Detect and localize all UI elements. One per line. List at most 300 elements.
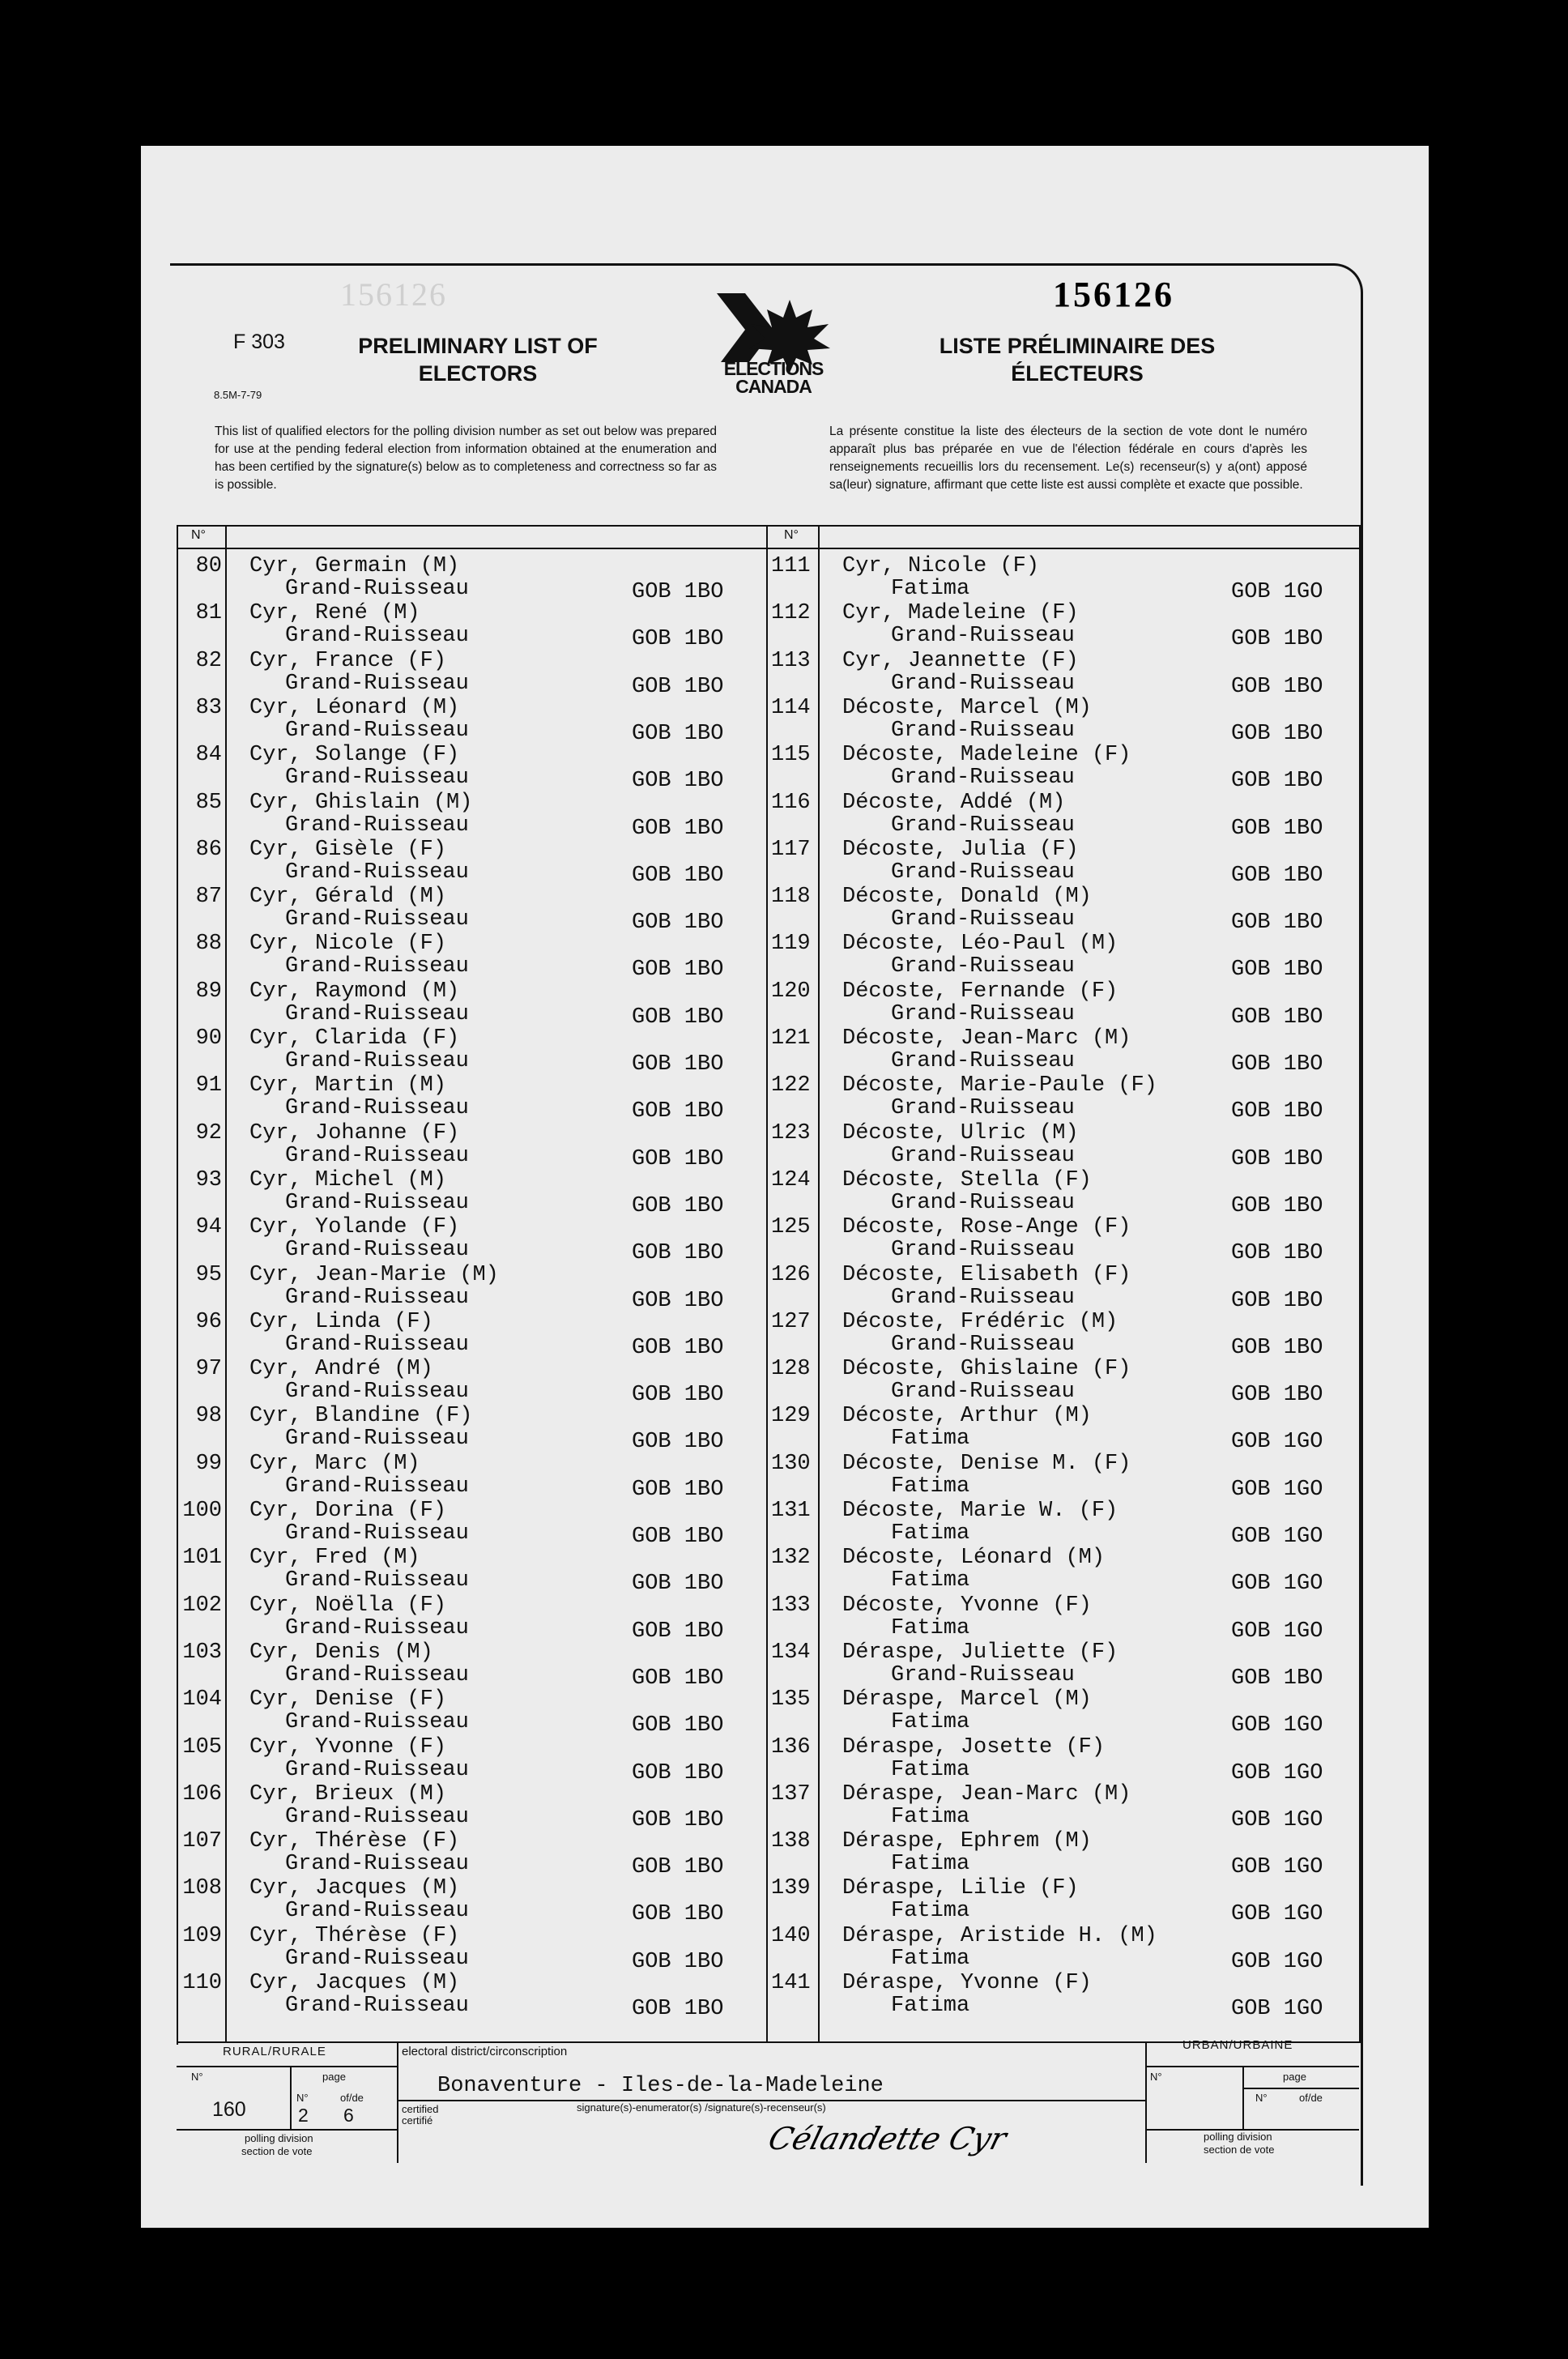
elector-postal-code: GOB 1BO (632, 816, 724, 841)
elector-name: Cyr, Léonard (M) (249, 695, 460, 720)
elector-number: 94 (195, 1215, 222, 1240)
elector-place: Grand-Ruisseau (285, 1049, 469, 1073)
elector-place: Grand-Ruisseau (285, 1615, 469, 1640)
elector-postal-code: GOB 1BO (632, 1949, 724, 1974)
table-row (178, 932, 724, 983)
table-row (771, 1451, 1403, 1502)
elector-postal-code: GOB 1BO (632, 1477, 724, 1502)
elector-number: 120 (771, 979, 811, 1004)
table-row (178, 1499, 724, 1549)
urban-section-de-vote-label: section de vote (1204, 2144, 1275, 2156)
rural-number-divider (290, 2066, 292, 2129)
elector-postal-code: GOB 1GO (1231, 1902, 1323, 1927)
elector-place: Grand-Ruisseau (891, 860, 1075, 885)
elector-name: Cyr, Ghislain (M) (249, 790, 473, 815)
elector-place: Grand-Ruisseau (285, 1994, 469, 2018)
urban-page-divider (1242, 2088, 1359, 2089)
elector-place: Fatima (891, 1615, 970, 1640)
elector-place: Grand-Ruisseau (891, 1662, 1075, 1687)
elector-postal-code: GOB 1BO (1231, 863, 1323, 888)
table-row (771, 1026, 1403, 1077)
elector-postal-code: GOB 1BO (632, 627, 724, 652)
elector-place: Grand-Ruisseau (285, 1143, 469, 1168)
elector-postal-code: GOB 1BO (1231, 1666, 1323, 1691)
elector-place: Fatima (891, 1521, 970, 1546)
elector-place: Grand-Ruisseau (285, 1710, 469, 1735)
elector-number: 127 (771, 1309, 811, 1334)
elector-number: 110 (182, 1971, 222, 1995)
table-row (771, 1593, 1403, 1644)
table-row (178, 1687, 724, 1738)
elector-number: 138 (771, 1829, 811, 1854)
elector-name: Cyr, Yolande (F) (249, 1215, 460, 1240)
elector-place: Grand-Ruisseau (891, 671, 1075, 696)
table-row (771, 1781, 1403, 1832)
elector-number: 133 (771, 1593, 811, 1618)
polling-division-label: polling division (245, 2132, 313, 2144)
table-row (771, 648, 1403, 699)
title-english: PRELIMINARY LIST OF ELECTORS (358, 334, 598, 386)
elector-name: Cyr, Nicole (F) (842, 554, 1040, 578)
table-row (178, 1404, 724, 1455)
elector-name: Décoste, Ulric (M) (842, 1120, 1079, 1145)
form-number: F 303 (233, 331, 285, 353)
elector-place: Grand-Ruisseau (285, 1568, 469, 1593)
table-row (178, 601, 724, 652)
elector-postal-code: GOB 1BO (1231, 1241, 1323, 1266)
elector-name: Décoste, Addé (M) (842, 790, 1066, 815)
elector-number: 84 (195, 743, 222, 768)
elector-number: 83 (195, 695, 222, 720)
elector-number: 123 (771, 1120, 811, 1145)
section-de-vote-label: section de vote (241, 2145, 313, 2157)
elector-number: 85 (195, 790, 222, 815)
elector-postal-code: GOB 1GO (1231, 1807, 1323, 1832)
elector-number: 139 (771, 1876, 811, 1901)
elector-name: Déraspe, Juliette (F) (842, 1640, 1118, 1665)
elector-name: Cyr, Jacques (M) (249, 1876, 460, 1901)
elector-number: 137 (771, 1781, 811, 1807)
elector-postal-code: GOB 1BO (632, 1572, 724, 1597)
table-row (771, 932, 1403, 983)
footer-left-divider (397, 2041, 398, 2163)
table-row (771, 601, 1403, 652)
rural-label: RURAL/RURALE (223, 2045, 326, 2058)
elector-place: Fatima (891, 1899, 970, 1924)
table-row (178, 1640, 724, 1691)
elector-postal-code: GOB 1BO (1231, 1335, 1323, 1360)
elector-number: 104 (182, 1687, 222, 1713)
elector-name: Cyr, Brieux (M) (249, 1781, 447, 1807)
elector-number: 100 (182, 1499, 222, 1523)
table-row (178, 837, 724, 888)
elector-postal-code: GOB 1GO (1231, 1855, 1323, 1880)
elector-postal-code: GOB 1BO (1231, 1193, 1323, 1218)
table-row (178, 885, 724, 936)
elector-postal-code: GOB 1BO (632, 1146, 724, 1171)
elector-name: Décoste, Jean-Marc (M) (842, 1026, 1131, 1051)
elector-name: Cyr, Germain (M) (249, 554, 460, 578)
elector-number: 87 (195, 885, 222, 910)
elector-number: 131 (771, 1499, 811, 1523)
elector-name: Cyr, Jacques (M) (249, 1971, 460, 1995)
elector-place: Grand-Ruisseau (285, 766, 469, 791)
elector-name: Décoste, Marie W. (F) (842, 1499, 1118, 1523)
elector-name: Cyr, Thérèse (F) (249, 1923, 460, 1948)
elector-place: Grand-Ruisseau (285, 1285, 469, 1310)
elector-number: 119 (771, 932, 811, 957)
elector-number: 140 (771, 1923, 811, 1948)
elector-place: Fatima (891, 1474, 970, 1499)
elections-canada-logo (701, 285, 846, 399)
elector-name: Cyr, France (F) (249, 648, 447, 673)
elector-name: Cyr, Jean-Marie (M) (249, 1262, 499, 1287)
elector-number: 98 (195, 1404, 222, 1429)
elector-postal-code: GOB 1BO (1231, 674, 1323, 699)
elector-place: Grand-Ruisseau (891, 1049, 1075, 1073)
elector-place: Grand-Ruisseau (891, 766, 1075, 791)
elector-number: 97 (195, 1357, 222, 1382)
elector-number: 121 (771, 1026, 811, 1051)
elector-postal-code: GOB 1BO (632, 1855, 724, 1880)
elector-number: 105 (182, 1734, 222, 1760)
elector-name: Cyr, Raymond (M) (249, 979, 460, 1004)
elector-place: Grand-Ruisseau (891, 1380, 1075, 1405)
table-row (771, 1404, 1403, 1455)
elector-number: 115 (771, 743, 811, 768)
elector-name: Cyr, Denise (F) (249, 1687, 447, 1713)
elector-number: 128 (771, 1357, 811, 1382)
elector-postal-code: GOB 1BO (632, 1335, 724, 1360)
elector-postal-code: GOB 1BO (632, 1525, 724, 1549)
serial-number: 156126 (1053, 275, 1174, 314)
elector-place: Grand-Ruisseau (285, 1899, 469, 1924)
table-row (178, 1781, 724, 1832)
elector-name: Décoste, Rose-Ange (F) (842, 1215, 1131, 1240)
elector-number: 93 (195, 1167, 222, 1192)
table-row (178, 554, 724, 604)
elector-name: Décoste, Marie-Paule (F) (842, 1073, 1157, 1098)
rural-label-line (177, 2066, 397, 2067)
elector-place: Grand-Ruisseau (285, 1427, 469, 1452)
elector-place: Grand-Ruisseau (891, 1096, 1075, 1121)
elector-name: Décoste, Ghislaine (F) (842, 1357, 1131, 1382)
elector-place: Fatima (891, 1946, 970, 1971)
urban-no-label: N° (1150, 2071, 1162, 2083)
rural-page-label: page (322, 2071, 346, 2083)
elector-number: 107 (182, 1829, 222, 1854)
table-row (771, 695, 1403, 746)
table-row (178, 1593, 724, 1644)
elector-postal-code: GOB 1BO (1231, 1099, 1323, 1124)
elector-name: Cyr, Thérèse (F) (249, 1829, 460, 1854)
elector-place: Fatima (891, 1427, 970, 1452)
elector-number: 102 (182, 1593, 222, 1618)
urban-number-divider (1242, 2066, 1244, 2129)
elector-postal-code: GOB 1BO (1231, 1052, 1323, 1077)
elector-name: Déraspe, Yvonne (F) (842, 1971, 1092, 1995)
elector-name: Cyr, Marc (M) (249, 1451, 420, 1476)
table-row (178, 1167, 724, 1218)
intro-paragraph-english: This list of qualified electors for the polling division number as set out below was prepared for use at the pending federal election from information obtained at the enumeration and has been certified by the signature(s) below as to completeness and correctness so far as is possible. (215, 424, 717, 492)
elector-place: Fatima (891, 1568, 970, 1593)
electoral-district-label: electoral district/circonscription (402, 2045, 568, 2058)
elector-place: Grand-Ruisseau (285, 1474, 469, 1499)
elector-name: Cyr, Madeleine (F) (842, 601, 1079, 626)
elector-postal-code: GOB 1GO (1231, 1760, 1323, 1785)
table-row (771, 837, 1403, 888)
elector-number: 88 (195, 932, 222, 957)
table-row (771, 1357, 1403, 1408)
elector-number: 125 (771, 1215, 811, 1240)
logo-text-canada: CANADA (735, 376, 812, 397)
elector-postal-code: GOB 1BO (1231, 1005, 1323, 1030)
elector-place: Grand-Ruisseau (285, 624, 469, 649)
rural-bottom-line (177, 2129, 397, 2131)
elector-name: Déraspe, Aristide H. (M) (842, 1923, 1157, 1948)
page-number: 2 (298, 2105, 309, 2126)
column-divider (766, 525, 768, 2043)
elector-name: Cyr, Gérald (M) (249, 885, 447, 910)
elector-place: Grand-Ruisseau (891, 1238, 1075, 1263)
table-row (771, 1687, 1403, 1738)
table-row (771, 1829, 1403, 1880)
page-no-label: N° (296, 2092, 309, 2104)
elector-place: Grand-Ruisseau (285, 1001, 469, 1026)
elector-place: Fatima (891, 577, 970, 601)
elector-number: 141 (771, 1971, 811, 1995)
elector-number: 90 (195, 1026, 222, 1051)
elector-postal-code: GOB 1BO (632, 1430, 724, 1455)
elector-postal-code: GOB 1GO (1231, 1713, 1323, 1738)
footer-right-divider (1145, 2041, 1147, 2163)
elector-postal-code: GOB 1BO (1231, 721, 1323, 746)
elector-number: 111 (771, 554, 811, 578)
elector-name: Cyr, Fred (M) (249, 1546, 420, 1571)
intro-paragraph-french: La présente constitue la liste des électeurs de la section de vote dont le numéro apparaît plus bas préparée en vue de l'élection fédérale en cours d'après les renseignements recueillis lors du recensement. Le(s) recenseur(s) y a(ont) apposé sa(leur) signature, affirmant que cette liste est aussi complète et exacte que possible. (829, 424, 1307, 492)
table-row (771, 1167, 1403, 1218)
elector-place: Grand-Ruisseau (891, 1001, 1075, 1026)
elector-number: 106 (182, 1781, 222, 1807)
elector-place: Grand-Ruisseau (285, 954, 469, 979)
elector-number: 117 (771, 837, 811, 862)
elector-place: Grand-Ruisseau (285, 907, 469, 932)
elector-postal-code: GOB 1BO (1231, 1288, 1323, 1313)
signature-label: signature(s)-enumerator(s) /signature(s)-recenseur(s) (577, 2101, 826, 2114)
elector-name: Cyr, Blandine (F) (249, 1404, 473, 1429)
urban-page-label: page (1283, 2071, 1306, 2083)
elector-number: 103 (182, 1640, 222, 1665)
elector-number: 126 (771, 1262, 811, 1287)
table-row (178, 1357, 724, 1408)
elector-postal-code: GOB 1BO (632, 674, 724, 699)
table-row (771, 885, 1403, 936)
elector-postal-code: GOB 1BO (1231, 958, 1323, 983)
elector-postal-code: GOB 1BO (1231, 1146, 1323, 1171)
elector-name: Décoste, Julia (F) (842, 837, 1079, 862)
elector-name: Cyr, Noëlla (F) (249, 1593, 447, 1618)
elector-name: Cyr, Linda (F) (249, 1309, 433, 1334)
table-row (771, 1640, 1403, 1691)
elector-postal-code: GOB 1GO (1231, 580, 1323, 604)
elector-number: 99 (195, 1451, 222, 1476)
elector-name: Déraspe, Marcel (M) (842, 1687, 1092, 1713)
elector-postal-code: GOB 1BO (1231, 769, 1323, 794)
elector-name: Décoste, Donald (M) (842, 885, 1092, 910)
table-row (178, 1120, 724, 1171)
elector-place: Grand-Ruisseau (285, 671, 469, 696)
elector-place: Grand-Ruisseau (285, 1521, 469, 1546)
elector-postal-code: GOB 1BO (632, 769, 724, 794)
table-row (771, 1120, 1403, 1171)
elector-postal-code: GOB 1BO (632, 1052, 724, 1077)
table-row (178, 1971, 724, 2021)
elector-name: Cyr, Nicole (F) (249, 932, 447, 957)
elector-place: Grand-Ruisseau (891, 1285, 1075, 1310)
title-french: LISTE PRÉLIMINAIRE DES ÉLECTEURS (939, 334, 1216, 386)
table-row (178, 1026, 724, 1077)
table-row (178, 1734, 724, 1785)
elector-postal-code: GOB 1BO (1231, 911, 1323, 936)
elector-place: Grand-Ruisseau (285, 1852, 469, 1877)
urban-label: URBAN/URBAINE (1182, 2038, 1293, 2052)
elector-name: Déraspe, Jean-Marc (M) (842, 1781, 1131, 1807)
table-row (178, 1546, 724, 1597)
elector-postal-code: GOB 1BO (632, 1288, 724, 1313)
elector-postal-code: GOB 1BO (632, 1099, 724, 1124)
elector-postal-code: GOB 1BO (632, 863, 724, 888)
elector-name: Décoste, Yvonne (F) (842, 1593, 1092, 1618)
electoral-district-value: Bonaventure - Iles-de-la-Madeleine (437, 2074, 884, 2098)
elector-name: Cyr, Gisèle (F) (249, 837, 447, 862)
elector-place: Grand-Ruisseau (285, 1332, 469, 1357)
table-row (771, 1923, 1403, 1974)
urban-polling-division-label: polling division (1204, 2131, 1272, 2143)
elector-postal-code: GOB 1BO (632, 1997, 724, 2021)
table-row (178, 743, 724, 794)
elector-postal-code: GOB 1BO (632, 1666, 724, 1691)
elector-name: Cyr, Michel (M) (249, 1167, 447, 1192)
table-row (178, 1073, 724, 1124)
elector-postal-code: GOB 1GO (1231, 1619, 1323, 1644)
urban-label-line (1145, 2066, 1359, 2067)
elector-place: Grand-Ruisseau (285, 860, 469, 885)
elector-name: Décoste, Stella (F) (842, 1167, 1092, 1192)
elector-number: 92 (195, 1120, 222, 1145)
elector-name: Décoste, Arthur (M) (842, 1404, 1092, 1429)
elector-place: Grand-Ruisseau (891, 1190, 1075, 1215)
elector-postal-code: GOB 1BO (632, 1193, 724, 1218)
rural-no-label: N° (191, 2071, 203, 2083)
right-number-header: N° (784, 528, 799, 542)
polling-division-number: 160 (212, 2098, 246, 2121)
elector-place: Grand-Ruisseau (891, 1143, 1075, 1168)
elector-number: 122 (771, 1073, 811, 1098)
elector-place: Grand-Ruisseau (285, 718, 469, 743)
elector-number: 116 (771, 790, 811, 815)
elector-postal-code: GOB 1BO (632, 1383, 724, 1408)
elector-postal-code: GOB 1BO (632, 958, 724, 983)
table-row (178, 648, 724, 699)
table-row (771, 1309, 1403, 1360)
elector-name: Cyr, Jeannette (F) (842, 648, 1079, 673)
elector-name: Cyr, André (M) (249, 1357, 433, 1382)
elector-place: Grand-Ruisseau (891, 718, 1075, 743)
table-row (178, 1451, 724, 1502)
elector-number: 82 (195, 648, 222, 673)
elector-place: Fatima (891, 1852, 970, 1877)
table-row (771, 1499, 1403, 1549)
elector-postal-code: GOB 1GO (1231, 1949, 1323, 1974)
elector-name: Cyr, Denis (M) (249, 1640, 433, 1665)
elector-postal-code: GOB 1BO (632, 911, 724, 936)
elector-name: Déraspe, Josette (F) (842, 1734, 1106, 1760)
elector-place: Grand-Ruisseau (285, 577, 469, 601)
elector-name: Déraspe, Lilie (F) (842, 1876, 1079, 1901)
elector-number: 108 (182, 1876, 222, 1901)
elector-postal-code: GOB 1BO (632, 580, 724, 604)
table-row (178, 1215, 724, 1266)
elector-number: 96 (195, 1309, 222, 1334)
elector-name: Cyr, Dorina (F) (249, 1499, 447, 1523)
elector-postal-code: GOB 1GO (1231, 1525, 1323, 1549)
table-row (771, 790, 1403, 841)
elector-number: 118 (771, 885, 811, 910)
elector-number: 112 (771, 601, 811, 626)
elector-name: Cyr, Martin (M) (249, 1073, 447, 1098)
urban-page-no-label: N° (1255, 2092, 1268, 2104)
elector-place: Grand-Ruisseau (285, 1096, 469, 1121)
elector-place: Grand-Ruisseau (891, 1332, 1075, 1357)
elector-number: 81 (195, 601, 222, 626)
elector-place: Fatima (891, 1757, 970, 1782)
table-row (178, 1262, 724, 1313)
elector-number: 109 (182, 1923, 222, 1948)
elector-name: Cyr, Clarida (F) (249, 1026, 460, 1051)
elector-number: 114 (771, 695, 811, 720)
elector-place: Grand-Ruisseau (891, 624, 1075, 649)
table-row (771, 1215, 1403, 1266)
footer-top-line (177, 2041, 1359, 2043)
elector-postal-code: GOB 1GO (1231, 1477, 1323, 1502)
elector-place: Grand-Ruisseau (285, 813, 469, 838)
elector-number: 132 (771, 1546, 811, 1571)
elector-number: 135 (771, 1687, 811, 1713)
elector-name: Décoste, Frédéric (M) (842, 1309, 1118, 1334)
left-number-header: N° (191, 528, 206, 542)
elector-number: 129 (771, 1404, 811, 1429)
urban-page-of-label: of/de (1299, 2092, 1323, 2104)
elector-name: Décoste, Marcel (M) (842, 695, 1092, 720)
elector-name: Décoste, Denise M. (F) (842, 1451, 1131, 1476)
elector-number: 134 (771, 1640, 811, 1665)
elector-postal-code: GOB 1BO (632, 1241, 724, 1266)
elector-place: Grand-Ruisseau (285, 1946, 469, 1971)
table-row (771, 1876, 1403, 1927)
table-row (771, 554, 1403, 604)
elector-place: Grand-Ruisseau (891, 813, 1075, 838)
table-row (771, 1546, 1403, 1597)
elector-place: Grand-Ruisseau (285, 1662, 469, 1687)
elector-number: 80 (195, 554, 222, 578)
table-header-divider (177, 548, 1359, 549)
elector-place: Fatima (891, 1710, 970, 1735)
elector-name: Cyr, Yvonne (F) (249, 1734, 447, 1760)
elector-name: Décoste, Elisabeth (F) (842, 1262, 1131, 1287)
table-row (178, 979, 724, 1030)
elector-postal-code: GOB 1BO (632, 1713, 724, 1738)
elector-postal-code: GOB 1GO (1231, 1572, 1323, 1597)
